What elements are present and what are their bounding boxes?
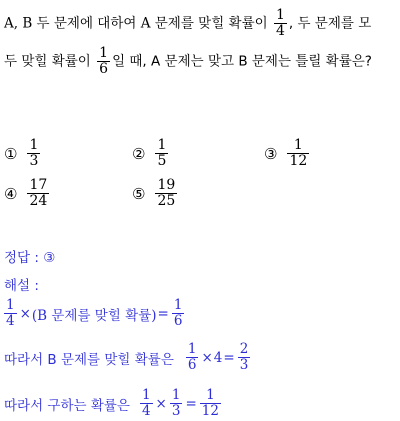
solution-step-3	[4, 388, 223, 419]
fraction: $\frac{1}{4}$	[141, 387, 151, 419]
option-mark: ③	[264, 144, 278, 163]
solution-text: 따라서 B 문제를 맞힐 확률은	[4, 351, 174, 368]
question-text: A, B 두 문제에 대하여 A 문제를 맞힐 확률이	[4, 15, 268, 32]
times-sign: ×	[19, 305, 31, 322]
fraction: $\frac{1}{12}$	[201, 387, 219, 419]
question-text: , 두 문제를 모	[288, 15, 372, 32]
fraction: $\frac{1}{5}$	[157, 137, 167, 169]
fraction: $\frac{1}{4}$	[6, 297, 15, 329]
option-mark: ⑤	[132, 184, 146, 203]
option-mark: ②	[132, 144, 146, 163]
solution-step-1	[2, 298, 186, 329]
option-4[interactable]	[4, 178, 51, 209]
fraction: $\frac{1}{6}$	[187, 341, 197, 373]
fraction: $\frac{2}{3}$	[239, 341, 249, 373]
explanation-label: 해설 :	[4, 278, 39, 294]
fraction: $\frac{19}{25}$	[157, 177, 176, 209]
solution-step-2	[4, 342, 252, 373]
solution-text: 따라서 구하는 확률은	[4, 397, 130, 414]
option-mark: ①	[4, 144, 18, 163]
fraction: $\frac{1}{3}$	[29, 137, 39, 169]
fraction: $\frac{17}{24}$	[29, 177, 48, 209]
answer-label: 정답 : ③	[4, 250, 56, 266]
option-5[interactable]	[132, 178, 179, 209]
fraction: $\frac{1}{6}$	[99, 45, 109, 77]
solution-text: (B 문제를 맞힐 확률)	[31, 307, 157, 324]
equals-sign: =	[223, 349, 235, 366]
question-text: 일 때, A 문제는 맞고 B 문제는 틀릴 확률은?	[112, 53, 372, 70]
option-1[interactable]	[4, 138, 42, 169]
times-sign: ×	[201, 349, 213, 366]
solution-number: 4	[213, 349, 223, 366]
question-line-2	[4, 46, 372, 77]
option-mark: ④	[4, 184, 18, 203]
option-3[interactable]	[264, 138, 311, 169]
equals-sign: =	[185, 395, 197, 412]
times-sign: ×	[155, 395, 167, 412]
option-2[interactable]	[132, 138, 170, 169]
fraction: $\frac{1}{12}$	[289, 137, 308, 169]
fraction: $\frac{1}{6}$	[173, 297, 183, 329]
fraction: $\frac{1}{4}$	[275, 7, 285, 39]
question-line-1	[4, 8, 371, 39]
question-text: 두 맞힐 확률이	[4, 53, 91, 70]
fraction: $\frac{1}{3}$	[171, 387, 181, 419]
equals-sign: =	[157, 305, 169, 322]
